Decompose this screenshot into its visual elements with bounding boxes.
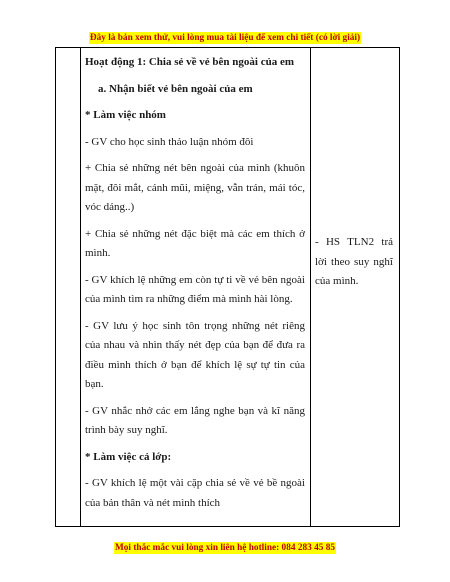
hotline-text: Mọi thắc mắc vui lòng xin liên hệ hotline: 084 283 45 85 xyxy=(114,543,336,553)
class-work-heading: * Làm việc cả lớp: xyxy=(85,450,172,463)
activity-last-line: - GV khích lệ một vài cặp chia sẻ về vẻ bề ngoài của bản thân và nét mình thích xyxy=(85,477,305,509)
activity-line-1: - GV cho học sinh thảo luận nhóm đôi xyxy=(85,135,254,148)
activity-title: Hoạt động 1: Chia sẻ về vẻ bên ngoài của em xyxy=(85,56,294,68)
activity-line-5: - GV lưu ý học sinh tôn trọng những nét riêng của nhau và nhìn thấy nét đẹp của bạn để đưa ra điều mình thích ở bạn để khích lệ sự tự tin của bạn. xyxy=(85,319,305,390)
activity-line-2: + Chia sẻ những nét bên ngoài của mình (khuôn mặt, đôi mắt, cánh mũi, miệng, vẫn trán, mái tóc, vóc dáng..) xyxy=(85,162,305,213)
activity-line-6: - GV nhắc nhở các em lắng nghe bạn và kĩ năng trình bày suy nghĩ. xyxy=(85,404,305,436)
student-response: - HS TLN2 trả lời theo suy nghĩ của mình. xyxy=(315,236,393,287)
teacher-activity-cell xyxy=(80,48,310,526)
activity-line-3: + Chia sẻ những nét đặc biệt mà các em thích ở mình. xyxy=(85,227,305,259)
preview-notice-text: Đây là bản xem thử, vui lòng mua tài liệu để xem chi tiết (có lời giải) xyxy=(89,33,361,43)
lesson-table xyxy=(55,47,400,527)
activity-subheading: a. Nhận biết vẻ bên ngoài của em xyxy=(98,82,253,95)
activity-line-4: - GV khích lệ những em còn tự ti về vẻ bên ngoài của mình tìm ra những điểm mà mình hài lòng. xyxy=(85,273,305,305)
preview-notice-banner xyxy=(0,27,450,45)
student-activity-cell xyxy=(310,48,399,526)
hotline-footer xyxy=(0,537,450,555)
group-work-heading: * Làm việc nhóm xyxy=(85,109,166,121)
